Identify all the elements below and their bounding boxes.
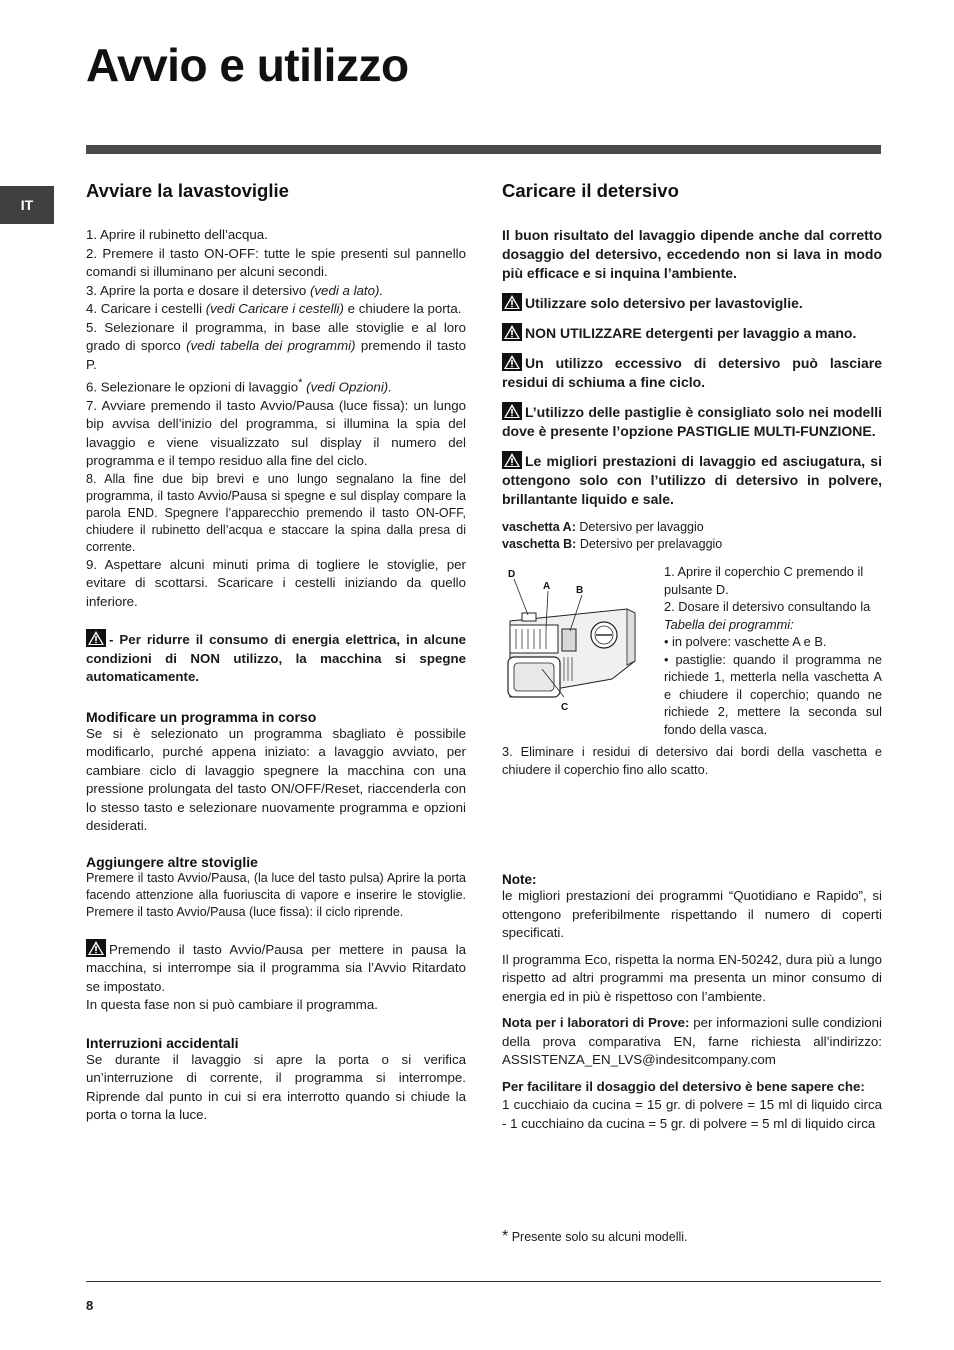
warning-icon (502, 402, 522, 420)
diag-step-1: 1. Aprire il coperchio C premendo il pulsante D. (664, 564, 864, 597)
step-9: 9. Aspettare alcuni minuti prima di togliere le stoviglie, per evitare di scottarsi. Scaricare i cestelli iniziando da quello inferiore. (86, 556, 466, 609)
diag-step-3: 3. Eliminare i residui di detersivo dai bordi della vaschetta e chiudere il coperchio fino allo scatto. (502, 744, 882, 777)
energy-warning: - Per ridurre il consumo di energia elettrica, in alcune condizioni di NON utilizzo, la macchina si spegne automaticamente. (86, 629, 466, 687)
step-5: 5. Selezionare il programma, in base alle stoviglie e al loro grado di sporco (vedi tabella dei programmi) premendo il tasto P. (86, 319, 466, 372)
pause-text: In questa fase non si può cambiare il programma. (86, 997, 378, 1013)
diag-bullet-2: • pastiglie: quando il programma ne richiede 1, metterla nella vaschetta A e chiudere il coperchio; quando ne richiede 2, mettere la seconda sul fondo della vasca. (664, 651, 882, 737)
step-8: 8. Alla fine due bip brevi e uno lungo segnalano la fine del programma, il tasto Avvio/Pausa si spegne e sul display compare la parola END. Spegnere l’apparecchio premendo il tasto ON-OFF, chiudere il rubinetto dell’acqua e staccare la spina dalla presa di corrente. (86, 471, 466, 554)
warning-item: Un utilizzo eccessivo di detersivo può lasciare residui di schiuma a fine ciclo. (502, 355, 882, 390)
detergent-intro: Il buon risultato del lavaggio dipende anche dal corretto dosaggio del detersivo, eccedendo non si lava in modo più efficace e si inquina l’ambiente. (502, 227, 882, 281)
note-heading: Note: (502, 872, 537, 887)
warning-icon (86, 629, 106, 647)
section-heading-detergent: Caricare il detersivo (502, 180, 679, 201)
warning-item: Utilizzare solo detersivo per lavastoviglie. (502, 293, 882, 313)
modify-text: Se si è selezionato un programma sbagliato è possibile modificarlo, purché appena iniziato: a lavaggio avviato, per cambiare ciclo di lavaggio spegnere la macchina con una pressione prolungata del tasto ON/OFF/Reset, riaccenderla con lo stesso tasto e selezionare nuovamente programma e opzioni desiderati. (86, 725, 466, 834)
right-column (502, 180, 882, 1141)
warning-icon (502, 293, 522, 311)
page-title: Avvio e utilizzo (86, 39, 409, 91)
warning-icon (502, 353, 522, 371)
warning-item: Le migliori prestazioni di lavaggio ed asciugatura, si ottengono solo con l’utilizzo di detersivo in polvere, brillantante liquido e sale. (502, 453, 882, 507)
start-steps (86, 226, 466, 611)
label-d: D (508, 569, 516, 580)
modify-heading: Modificare un programma in corso (86, 708, 317, 725)
diag-step-2: 2. Dosare il detersivo consultando la Tabella dei programmi: (664, 599, 871, 632)
notes-section (502, 872, 882, 1133)
footnote: * Presente solo su alcuni modelli. (502, 1228, 688, 1245)
detergent-dispenser-diagram (502, 569, 652, 719)
label-c: C (561, 702, 569, 713)
step-2: 2. Premere il tasto ON-OFF: tutte le spie presenti sul pannello comandi si illuminano per alcuni secondi. (86, 245, 466, 279)
warning-item: L’utilizzo delle pastiglie è consigliato solo nei modelli dove è presente l’opzione PASTIGLIE MULTI-FUNZIONE. (502, 404, 882, 439)
step-7: 7. Avviare premendo il tasto Avvio/Pausa (luce fissa): un lungo bip avvisa dell’inizio del programma, si illumina la spia del lavaggio e viene visualizzato sul display il numero del programma e il tempo residuo alla fine del ciclo. (86, 397, 466, 469)
label-b: B (576, 585, 584, 596)
interrupt-text: Se durante il lavaggio si apre la porta o si verifica un’interruzione di corrente, il programma si interrompe. Riprende dal punto in cui si era interrotto quando si chiude la porta o torna la luce. (86, 1051, 466, 1123)
dose-heading: Per facilitare il dosaggio del detersivo è bene sapere che: (502, 1078, 865, 1094)
warning-list (502, 293, 882, 509)
add-text: Premere il tasto Avvio/Pausa, (la luce del tasto pulsa) Aprire la porta facendo attenzione alla fuoriuscita di vapore e inserire le stoviglie. Premere il tasto Avvio/Pausa (luce fissa): il ciclo riprende. (86, 870, 466, 919)
vaschetta-b: vaschetta B: Detersivo per prelavaggio (502, 537, 723, 551)
diag-bullet-1: • in polvere: vaschette A e B. (664, 634, 827, 649)
bottom-rule (86, 1281, 881, 1282)
section-heading-start: Avviare la lavastoviglie (86, 180, 289, 201)
step-1: 1. Aprire il rubinetto dell’acqua. (86, 227, 268, 242)
warning-icon (502, 323, 522, 341)
lab-note: Nota per i laboratori di Prove: per informazioni sulle condizioni della prova comparativa EN, farne richiesta all’indirizzo: ASSISTENZA_EN_LVS@indesitcompany.com (502, 1015, 882, 1067)
label-a: A (543, 581, 551, 592)
vaschetta-a: vaschetta A: Detersivo per lavaggio (502, 520, 704, 534)
add-heading: Aggiungere altre stoviglie (86, 853, 258, 870)
warning-icon (502, 451, 522, 469)
top-rule (86, 145, 881, 154)
step-3: 3. Aprire la porta e dosare il detersivo (vedi a lato). (86, 282, 384, 298)
dispenser-section (502, 563, 882, 743)
note-text-1: le migliori prestazioni dei programmi “Quotidiano e Rapido”, si ottengono preferibilmente rispettando il numero di coperti specificati. (502, 888, 882, 940)
pause-warning: Premendo il tasto Avvio/Pausa per mettere in pausa la macchina, si interrompe sia il programma sia l’Avvio Ritardato se impostato. (86, 939, 466, 997)
warning-item: NON UTILIZZARE detergenti per lavaggio a mano. (502, 323, 882, 343)
step-4: 4. Caricare i cestelli (vedi Caricare i cestelli) e chiudere la porta. (86, 301, 462, 316)
warning-icon (86, 939, 106, 957)
dose-text: 1 cucchiaio da cucina = 15 gr. di polvere = 15 ml di liquido circa - 1 cucchiaino da cucina = 5 gr. di polvere = 5 ml di liquido circa (502, 1097, 882, 1131)
left-column (86, 180, 466, 1125)
note-text-2: Il programma Eco, rispetta la norma EN-50242, dura più a lungo rispetto ad altri programmi ma presenta un minor consumo di energia ed in più è rispettoso con l’ambiente. (502, 951, 882, 1004)
page-number: 8 (86, 1298, 94, 1313)
step-6: 6. Selezionare le opzioni di lavaggio* (vedi Opzioni). (86, 377, 392, 395)
interrupt-heading: Interruzioni accidentali (86, 1034, 239, 1051)
dispenser-instructions (664, 563, 882, 738)
language-tab: IT (0, 186, 54, 224)
